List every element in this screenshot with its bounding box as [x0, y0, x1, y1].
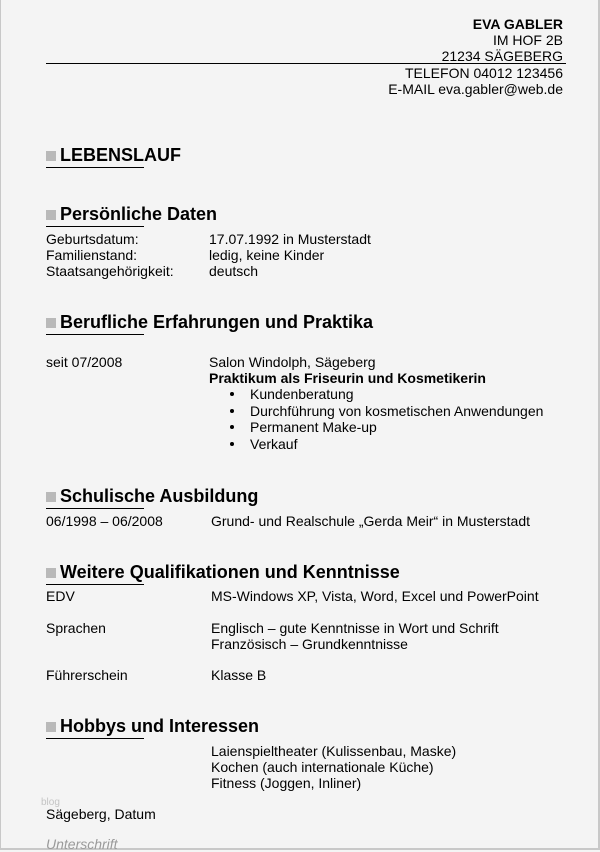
- list-item: Kundenberatung: [209, 386, 543, 403]
- hobby-item: Kochen (auch internationale Küche): [211, 759, 434, 775]
- experience-employer: Salon Windolph, Sägeberg: [209, 354, 376, 370]
- applicant-name: EVA GABLER: [472, 16, 563, 32]
- bullet-icon: [230, 442, 234, 446]
- list-item: Durchführung von kosmetischen Anwendungen: [209, 403, 543, 420]
- personal-value: deutsch: [209, 263, 259, 279]
- section-heading-hobbies: Hobbys und Interessen: [46, 716, 259, 736]
- hobby-item: Laienspieltheater (Kulissenbau, Maske): [211, 743, 457, 759]
- personal-label: Familienstand:: [46, 247, 138, 263]
- square-bullet-icon: [46, 210, 56, 220]
- square-bullet-icon: [46, 568, 56, 578]
- document-title: LEBENSLAUF: [46, 145, 181, 165]
- place-date: Sägeberg, Datum: [46, 806, 156, 822]
- square-bullet-icon: [46, 151, 56, 161]
- education-school: Grund- und Realschule „Gerda Meir“ in Musterstadt: [211, 513, 531, 529]
- personal-value: 17.07.1992 in Musterstadt: [209, 231, 371, 247]
- heading-underline: [46, 508, 144, 509]
- bullet-icon: [230, 392, 234, 396]
- section-heading-qualifications: Weitere Qualifikationen und Kenntnisse: [46, 562, 400, 582]
- experience-position: Praktikum als Friseurin und Kosmetikerin: [209, 370, 486, 386]
- address-street: IM HOF 2B: [492, 32, 563, 48]
- signature-placeholder: Unterschrift: [46, 836, 118, 852]
- bullet-icon: [230, 425, 234, 429]
- square-bullet-icon: [46, 492, 56, 502]
- section-heading-education: Schulische Ausbildung: [46, 486, 258, 506]
- hobby-item: Fitness (Joggen, Inliner): [211, 775, 362, 791]
- experience-period: seit 07/2008: [46, 354, 123, 370]
- qualification-label: EDV: [46, 588, 75, 604]
- header-divider: [46, 63, 566, 64]
- qualification-value: Französisch – Grundkenntnisse: [211, 636, 408, 652]
- heading-underline: [46, 738, 144, 739]
- experience-task-list: [209, 386, 543, 452]
- watermark: blog: [41, 797, 60, 808]
- square-bullet-icon: [46, 318, 56, 328]
- qualification-value: Englisch – gute Kenntnisse in Wort und Schrift: [211, 620, 499, 636]
- address-city: 21234 SÄGEBERG: [441, 48, 563, 64]
- square-bullet-icon: [46, 722, 56, 732]
- qualification-value: MS-Windows XP, Vista, Word, Excel und PowerPoint: [211, 588, 539, 604]
- heading-underline: [46, 584, 144, 585]
- section-heading-experience: Berufliche Erfahrungen und Praktika: [46, 312, 373, 332]
- phone-line: TELEFON 04012 123456: [405, 65, 563, 81]
- heading-underline: [46, 334, 144, 335]
- section-heading-personal: Persönliche Daten: [46, 204, 217, 224]
- education-period: 06/1998 – 06/2008: [46, 513, 163, 529]
- heading-underline: [46, 226, 144, 227]
- email-line: E-MAIL eva.gabler@web.de: [388, 81, 563, 97]
- bullet-icon: [230, 409, 234, 413]
- personal-label: Geburtsdatum:: [46, 231, 139, 247]
- list-item: Permanent Make-up: [209, 419, 543, 436]
- personal-value: ledig, keine Kinder: [209, 247, 325, 263]
- qualification-label: Führerschein: [46, 667, 128, 683]
- qualification-value: Klasse B: [211, 667, 267, 683]
- qualification-label: Sprachen: [46, 620, 106, 636]
- list-item: Verkauf: [209, 436, 543, 453]
- heading-underline: [46, 167, 144, 168]
- personal-label: Staatsangehörigkeit:: [46, 263, 174, 279]
